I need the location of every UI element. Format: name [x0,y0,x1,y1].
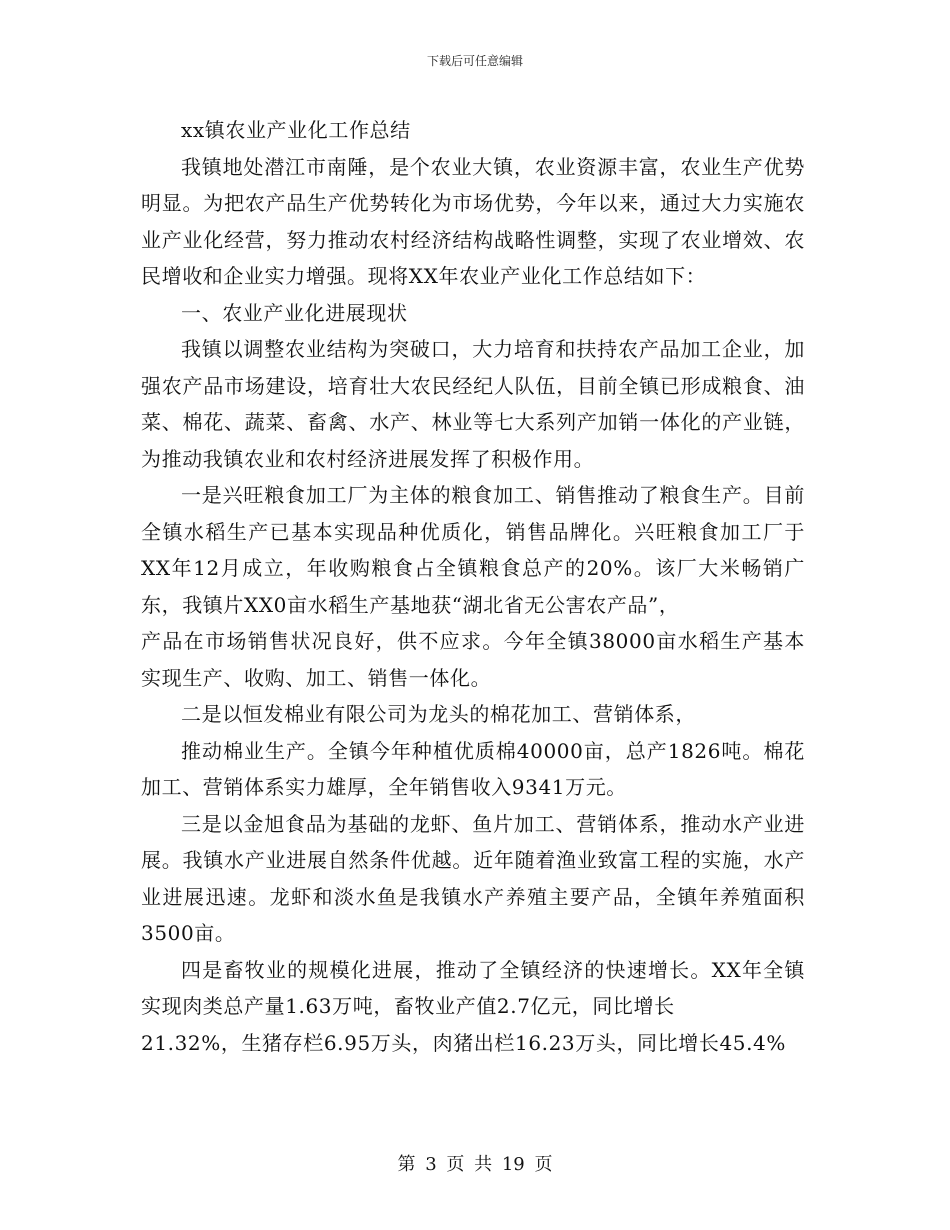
paragraph-grain: 一是兴旺粮食加工厂为主体的粮食加工、销售推动了粮食生产。目前全镇水稻生产已基本实现品种优质化，销售品牌化。兴旺粮食加工厂于XX年12月成立，年收购粮食占全镇粮食总产的20%。该厂大米畅销广东，我镇片XX0亩水稻生产基地获“湖北省无公害农产品”， [141,483,805,617]
paragraph-cotton-continued: 推动棉业生产。全镇今年种植优质棉40000亩，总产1826吨。棉花加工、营销体系实力雄厚，全年销售收入9341万元。 [141,738,805,799]
paragraph-cotton: 二是以恒发棉业有限公司为龙头的棉花加工、营销体系， [181,702,696,726]
paragraph-grain-continued: 产品在市场销售状况良好，供不应求。今年全镇38000亩水稻生产基本实现生产、收购、加工、销售一体化。 [141,629,805,690]
section-heading: 一、农业产业化进展现状 [181,300,408,325]
document-body [141,112,805,1061]
page-header: 下载后可任意编辑 [426,54,523,68]
paragraph-livestock-continued: 21.32%，生猪存栏6.95万头，肉猪出栏16.23万头，同比增长45.4% [141,1030,786,1055]
paragraph-aquatic: 三是以金旭食品为基础的龙虾、鱼片加工、营销体系，推动水产业进展。我镇水产业进展自然条件优越。近年随着渔业致富工程的实施，水产业进展迅速。龙虾和淡水鱼是我镇水产养殖主要产品，全镇年养殖面积3500亩。 [141,811,805,945]
paragraph-overview: 我镇以调整农业结构为突破口，大力培育和扶持农产品加工企业，加强农产品市场建设，培育壮大农民经纪人队伍，目前全镇已形成粮食、油菜、棉花、蔬菜、畜禽、水产、林业等七大系列产加销一体化的产业链，为推动我镇农业和农村经济进展发挥了积极作用。 [141,337,805,471]
document-title: xx镇农业产业化工作总结 [181,118,411,142]
paragraph-intro: 我镇地处潜江市南陲，是个农业大镇，农业资源丰富，农业生产优势明显。为把农产品生产优势转化为市场优势，今年以来，通过大力实施农业产业化经营，努力推动农村经济结构战略性调整，实现了农业增效、农民增收和企业实力增强。现将XX年农业产业化工作总结如下： [141,154,805,288]
paragraph-livestock: 四是畜牧业的规模化进展，推动了全镇经济的快速增长。XX年全镇实现肉类总产量1.63万吨，畜牧业产值2.7亿元，同比增长 [141,957,805,1018]
page-number: 第 3 页 共 19 页 [397,1154,553,1175]
